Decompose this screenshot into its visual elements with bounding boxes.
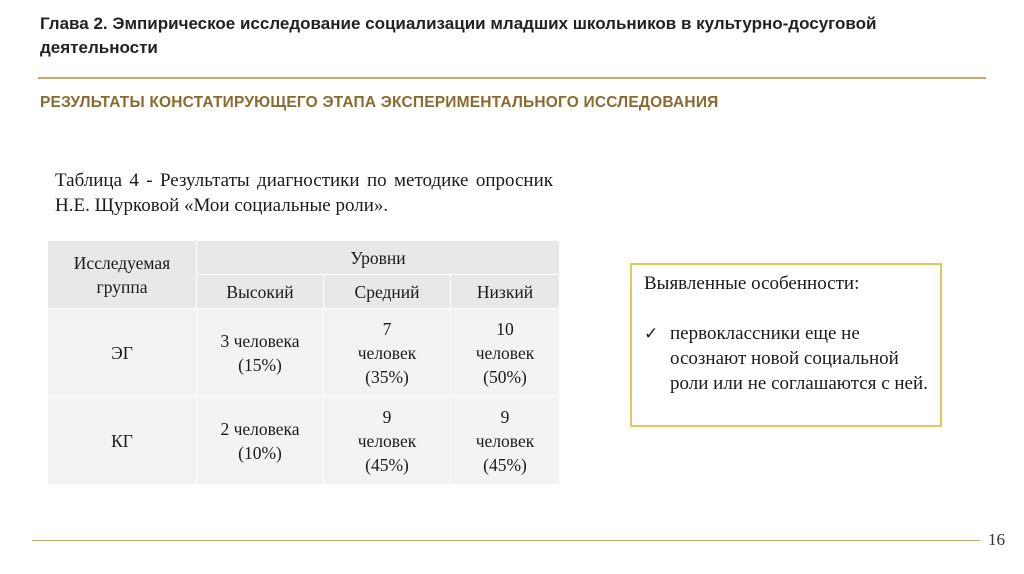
results-table (47, 240, 560, 485)
finding-item (644, 321, 930, 396)
page-number: 16 (988, 530, 1005, 549)
table-caption: Таблица 4 - Результаты диагностики по методике опросник Н.Е. Щурковой «Мои социальные роли». (55, 170, 553, 216)
col-header-high: Высокий (197, 275, 324, 309)
top-divider (38, 77, 986, 79)
group-header: Исследуемая группа (48, 241, 197, 309)
finding-text: первоклассники еще не осознают новой социальной роли или не соглашаются с ней. (670, 323, 928, 394)
findings-box (630, 263, 942, 427)
table-cell: 10 человек (50%) (451, 309, 560, 397)
table-cell: 9 человек (45%) (324, 397, 451, 485)
check-icon: ✓ (644, 324, 659, 343)
col-header-low: Низкий (451, 275, 560, 309)
findings-title: Выявленные особенности: (644, 273, 860, 294)
levels-header: Уровни (197, 241, 560, 275)
table-cell: 3 человека (15%) (197, 309, 324, 397)
table-cell: 7 человек (35%) (324, 309, 451, 397)
table-cell: 2 человека (10%) (197, 397, 324, 485)
table-row (48, 309, 560, 397)
col-header-medium: Средний (324, 275, 451, 309)
group-cell: ЭГ (48, 309, 197, 397)
chapter-title: Глава 2. Эмпирическое исследование социализации младших школьников в культурно-досуговой деятельности (40, 14, 877, 57)
group-cell: КГ (48, 397, 197, 485)
section-heading: РЕЗУЛЬТАТЫ КОНСТАТИРУЮЩЕГО ЭТАПА ЭКСПЕРИМЕНТАЛЬНОГО ИССЛЕДОВАНИЯ (40, 94, 719, 111)
table-row (48, 397, 560, 485)
table-cell: 9 человек (45%) (451, 397, 560, 485)
bottom-divider (32, 540, 980, 541)
